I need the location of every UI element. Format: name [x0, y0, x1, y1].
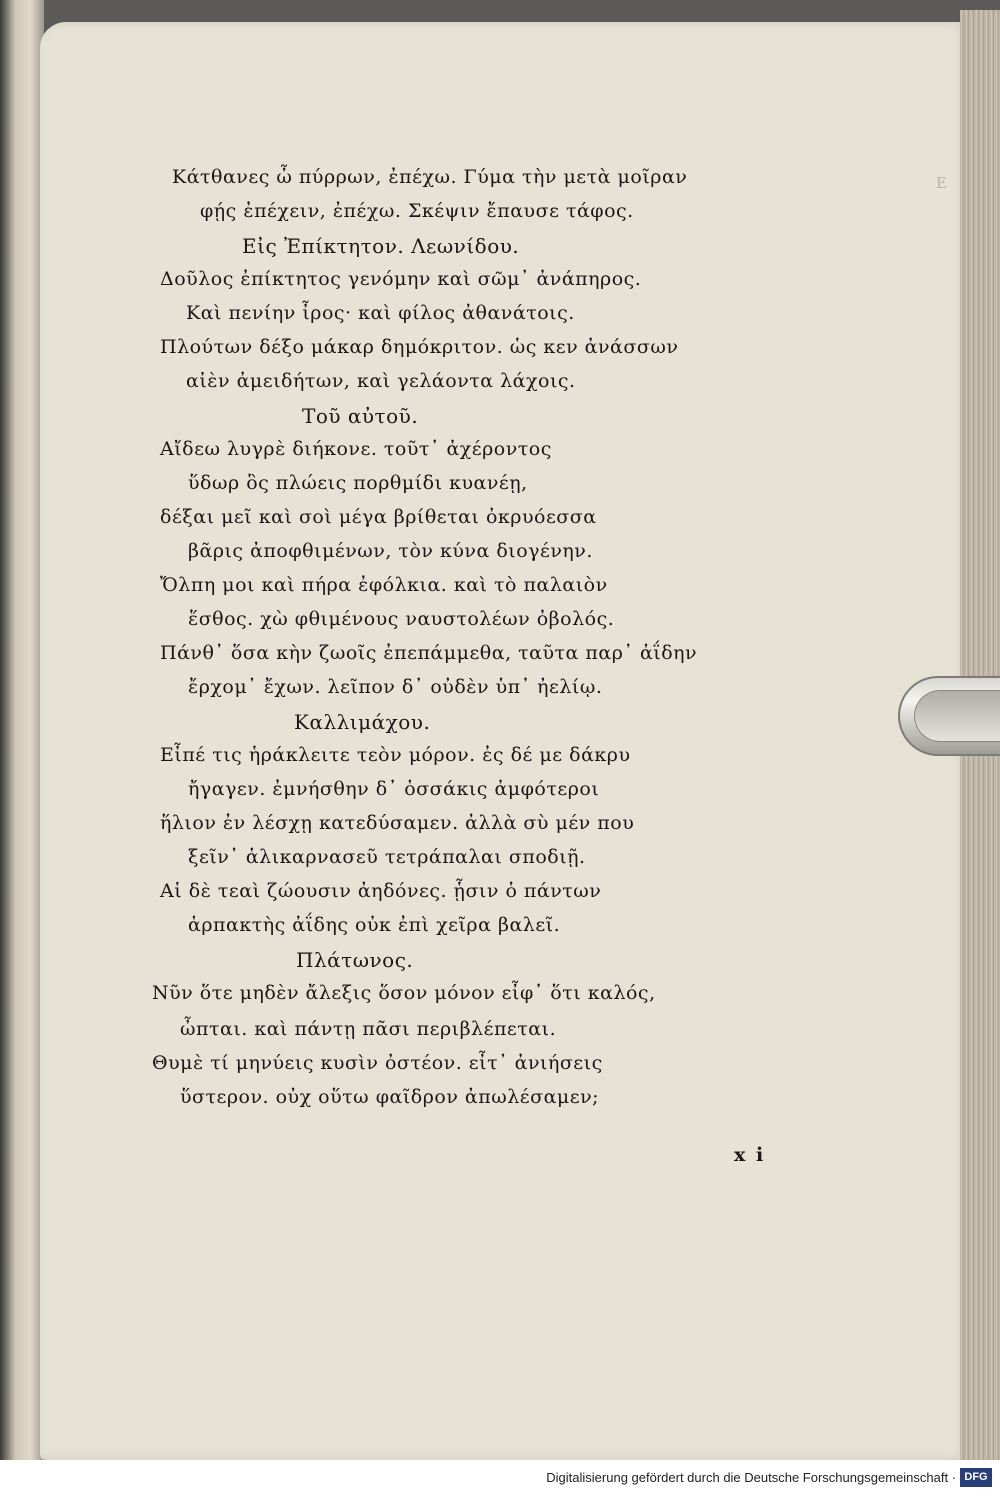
- poem-line: δέξαι μεῖ καὶ σοὶ μέγα βρίθεται ὀκρυόεσσα: [160, 506, 597, 528]
- poem-line: Κάτθανες ὦ πύρρων, ἐπέχω. Γύμα τὴν μετὰ μοῖραν: [172, 166, 688, 188]
- poem-line: ἕσθος. χὼ φθιμένους ναυστολέων ὀβολός.: [188, 608, 615, 630]
- poem-line: ξεῖν᾽ ἁλικαρνασεῦ τετράπαλαι σποδιῇ.: [188, 846, 586, 868]
- section-heading: Καλλιμάχου.: [294, 710, 431, 734]
- poem-line: ἔρχομ᾽ ἔχων. λεῖπον δ᾽ οὐδὲν ὑπ᾽ ἠελίῳ.: [188, 676, 603, 698]
- poem-line: Δοῦλος ἐπίκτητος γενόμην καὶ σῶμ᾽ ἀνάπηρος.: [160, 268, 642, 290]
- poem-line: φῄς ἐπέχειν, ἐπέχω. Σκέψιν ἔπαυσε τάφος.: [200, 200, 634, 222]
- section-heading: Εἰς Ἐπίκτητον. Λεωνίδου.: [242, 234, 520, 258]
- poem-line: Αἴδεω λυγρὲ διήκονε. τοῦτ᾽ ἀχέροντος: [160, 438, 552, 460]
- poem-line: Πλούτων δέξο μάκαρ δημόκριτον. ὡς κεν ἀνάσσων: [160, 336, 679, 358]
- section-heading: Τοῦ αὐτοῦ.: [302, 404, 419, 428]
- book-page: [40, 22, 968, 1460]
- poem-line: Θυμὲ τί μηνύεις κυσὶν ὀστέον. εἶτ᾽ ἀνιήσεις: [152, 1052, 603, 1074]
- page-clip-inner: [914, 690, 1000, 742]
- poem-line: ὦπται. καὶ πάντῃ πᾶσι περιβλέπεται.: [180, 1018, 557, 1040]
- bleed-through: Ε: [936, 174, 948, 192]
- poem-line: ὕδωρ ὃς πλώεις πορθμίδι κυανέῃ,: [188, 472, 528, 494]
- poem-line: Καὶ πενίην ἶρος· καὶ φίλος ἀθανάτοις.: [186, 302, 575, 324]
- poem-line: Ὄλπη μοι καὶ πήρα ἐφόλκια. καὶ τὸ παλαιὸν: [160, 574, 608, 596]
- left-page-edge: [0, 0, 44, 1460]
- page-clip: [898, 676, 1000, 756]
- poem-line: Εἶπέ τις ἡράκλειτε τεὸν μόρον. ἐς δέ με δάκρυ: [160, 744, 631, 766]
- poem-line: ὕστερον. οὐχ οὕτω φαῖδρον ἀπωλέσαμεν;: [180, 1086, 600, 1108]
- section-heading: Πλάτωνος.: [296, 948, 414, 972]
- page-signature: x i: [734, 1144, 766, 1166]
- dfg-logo: DFG: [960, 1468, 992, 1487]
- footer-bar: [0, 1460, 1000, 1497]
- poem-line: ἤγαγεν. ἐμνήσθην δ᾽ ὁσσάκις ἀμφότεροι: [188, 778, 600, 800]
- poem-line: βᾶρις ἀποφθιμένων, τὸν κύνα διογένην.: [188, 540, 593, 562]
- poem-line: ἥλιον ἐν λέσχῃ κατεδύσαμεν. ἀλλὰ σὺ μέν που: [160, 812, 635, 834]
- footer-credit: Digitalisierung gefördert durch die Deutsche Forschungsgemeinschaft ·: [546, 1470, 956, 1485]
- poem-line: ἁρπακτὴς ἀΐδης οὐκ ἐπὶ χεῖρα βαλεῖ.: [188, 914, 561, 936]
- poem-line: Αἱ δὲ τεαὶ ζώουσιν ἀηδόνες. ᾗσιν ὁ πάντων: [160, 880, 602, 902]
- poem-line: αἰὲν ἀμειδήτων, καὶ γελάοντα λάχοις.: [186, 370, 576, 392]
- poem-line: Πάνθ᾽ ὅσα κὴν ζωοῖς ἐπεπάμμεθα, ταῦτα παρ᾽ ἀΐδην: [160, 642, 698, 664]
- poem-line: Νῦν ὅτε μηδὲν ἄλεξις ὅσον μόνον εἶφ᾽ ὅτι καλός,: [152, 982, 656, 1004]
